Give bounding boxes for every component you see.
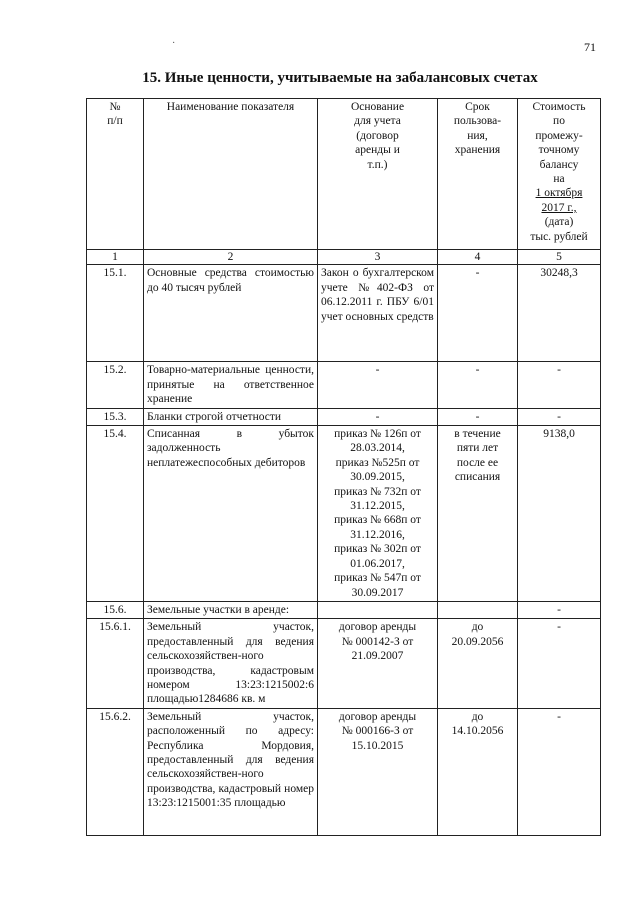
row-basis: договор аренды № 000142-З от 21.09.2007 bbox=[318, 619, 438, 708]
row-value: - bbox=[518, 601, 601, 618]
row-name: Бланки строгой отчетности bbox=[144, 408, 318, 425]
header-name: Наименование показателя bbox=[144, 99, 318, 250]
header-basis: Основание для учета (договор аренды и т.п.) bbox=[318, 99, 438, 250]
row-term: - bbox=[438, 362, 518, 408]
header-value-unit: (дата) тыс. рублей bbox=[530, 216, 588, 243]
off-balance-table bbox=[86, 98, 601, 836]
row-term bbox=[438, 601, 518, 618]
table-row bbox=[87, 408, 601, 425]
row-basis: - bbox=[318, 362, 438, 408]
row-name: Товарно-материальные ценности, принятые на ответственное хранение bbox=[144, 362, 318, 408]
col-number: 3 bbox=[318, 250, 438, 265]
row-num: 15.1. bbox=[87, 265, 144, 362]
row-name: Земельный участок, предоставленный для ведения сельскохозяйствен-ного производства, кадастровым номером 13:23:1215002:6 площадью1284686 кв. м bbox=[144, 619, 318, 708]
row-name: Списанная в убыток задолженность неплатежеспособных дебиторов bbox=[144, 426, 318, 602]
header-value bbox=[518, 99, 601, 250]
row-basis: приказ № 126п от 28.03.2014, приказ №525п от 30.09.2015, приказ № 732п от 31.12.2015, приказ № 668п от 31.12.2016, приказ № 302п от 01.06.2017, приказ № 547п от 30.09.2017 bbox=[318, 426, 438, 602]
row-num: 15.6.2. bbox=[87, 708, 144, 835]
row-name: Основные средства стоимостью до 40 тысяч рублей bbox=[144, 265, 318, 362]
row-num: 15.2. bbox=[87, 362, 144, 408]
row-name: Земельный участок, расположенный по адресу: Республика Мордовия, предоставленный для ведения сельскохозяйствен-ного производства, кадастровый номер 13:23:1215001:35 площадью bbox=[147, 710, 314, 810]
header-term: Срок пользова- ния, хранения bbox=[438, 99, 518, 250]
col-number: 5 bbox=[518, 250, 601, 265]
col-number: 2 bbox=[144, 250, 318, 265]
row-value: - bbox=[518, 708, 601, 835]
row-term: до 14.10.2056 bbox=[438, 708, 518, 835]
row-value: - bbox=[518, 408, 601, 425]
row-value: - bbox=[518, 619, 601, 708]
header-num: № п/п bbox=[87, 99, 144, 250]
table-header-row bbox=[87, 99, 601, 250]
column-number-row bbox=[87, 250, 601, 265]
row-value: 9138,0 bbox=[518, 426, 601, 602]
row-num: 15.6. bbox=[87, 601, 144, 618]
row-name-cell bbox=[144, 708, 318, 835]
row-num: 15.3. bbox=[87, 408, 144, 425]
row-num: 15.6.1. bbox=[87, 619, 144, 708]
header-value-text: Стоимость по промежу- точному балансу на bbox=[532, 101, 586, 186]
row-basis: - bbox=[318, 408, 438, 425]
row-basis: договор аренды № 000166-З от 15.10.2015 bbox=[318, 708, 438, 835]
row-term: в течение пяти лет после ее списания bbox=[438, 426, 518, 602]
row-term: - bbox=[438, 265, 518, 362]
table-row bbox=[87, 265, 601, 362]
col-number: 4 bbox=[438, 250, 518, 265]
row-basis: Закон о бухгалтерском учете №402-ФЗ от 06.12.2011 г. ПБУ 6/01 учет основных средств bbox=[318, 265, 438, 362]
section-title: 15. Иные ценности, учитываемые на забалансовых счетах bbox=[142, 70, 538, 86]
table-row bbox=[87, 619, 601, 708]
table-row bbox=[87, 601, 601, 618]
table-row bbox=[87, 362, 601, 408]
table-row bbox=[87, 708, 601, 835]
row-term: до 20.09.2056 bbox=[438, 619, 518, 708]
col-number: 1 bbox=[87, 250, 144, 265]
row-name: Земельные участки в аренде: bbox=[144, 601, 318, 618]
row-value: - bbox=[518, 362, 601, 408]
page-number: 71 bbox=[584, 40, 596, 54]
row-num: 15.4. bbox=[87, 426, 144, 602]
stray-mark: · bbox=[172, 38, 176, 49]
table-row bbox=[87, 426, 601, 602]
row-term: - bbox=[438, 408, 518, 425]
row-basis bbox=[318, 601, 438, 618]
header-value-date: 1 октября 2017 г., bbox=[535, 187, 583, 214]
row-value: 30248,3 bbox=[518, 265, 601, 362]
